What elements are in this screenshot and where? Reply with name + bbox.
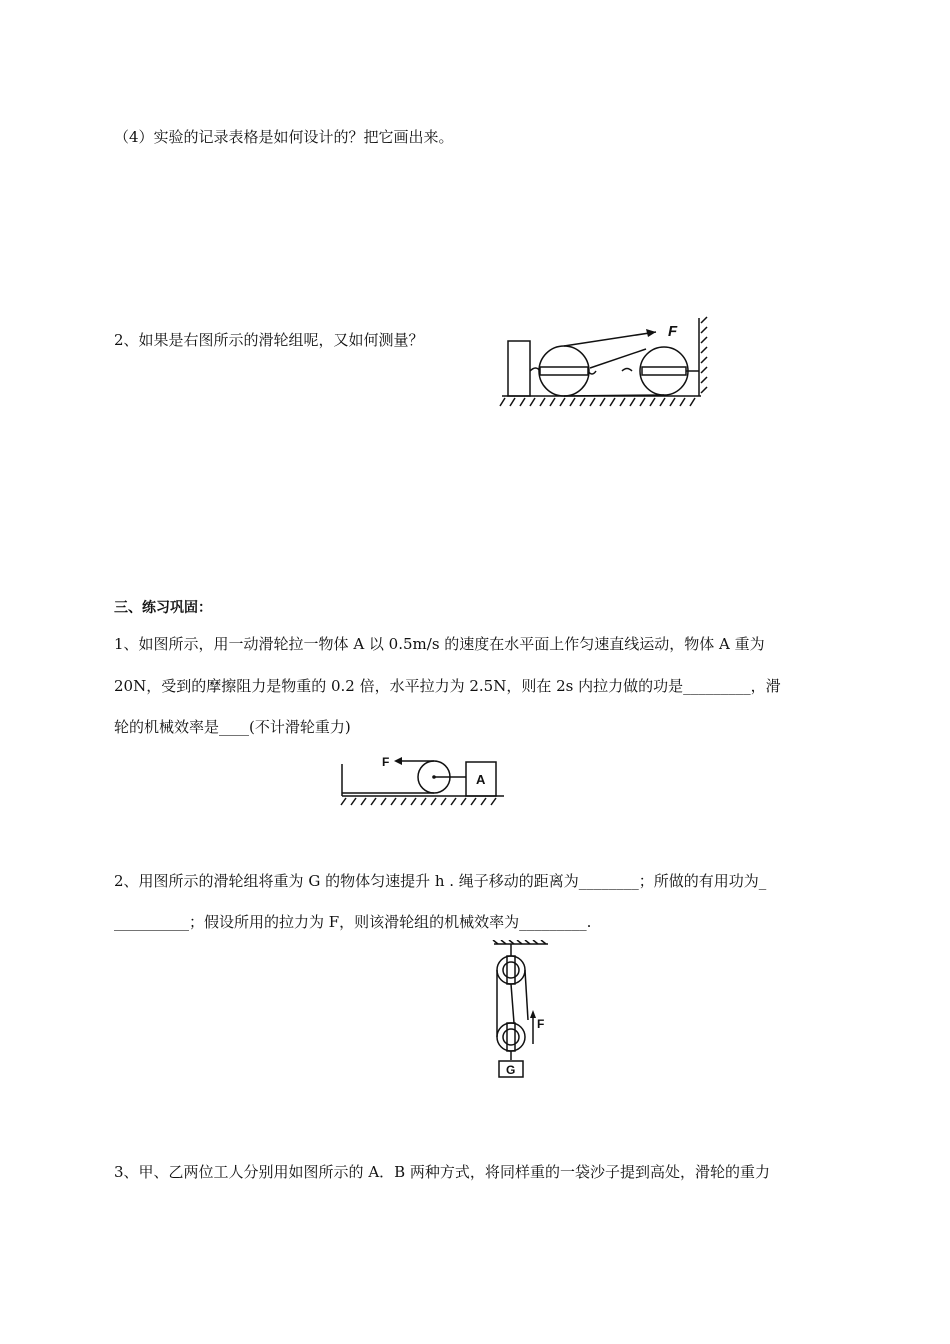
horizontal-pulley-figure [496,313,716,413]
block-a-label: A [476,772,486,787]
vertical-pulley-figure [490,940,552,1100]
vertical-figure-force-label: F [537,1017,545,1031]
movable-pulley-figure [338,750,510,810]
question-4-text: （4）实验的记录表格是如何设计的？把它画出来。 [114,128,454,146]
horizontal-figure-force-label: F [668,323,678,340]
weight-g-label: G [506,1063,516,1077]
problem-1-line-1: 1、如图所示，用一动滑轮拉一物体 A 以 0.5m/s 的速度在水平面上作匀速直线运动，物体 A 重为 [114,635,765,653]
section-title: 三、练习巩固： [114,600,212,616]
problem-2-line-1: 2、用图所示的滑轮组将重为 G 的物体匀速提升 h . 绳子移动的距离为________；所做的有用功为_ [114,872,767,890]
problem-2-line-2: __________；假设所用的拉力为 F，则该滑轮组的机械效率为_________. [114,913,592,931]
problem-1-line-2: 20N，受到的摩擦阻力是物重的 0.2 倍，水平拉力为 2.5N，则在 2s 内拉力做的功是_________，滑 [114,677,781,695]
problem-1-line-3: 轮的机械效率是____(不计滑轮重力) [114,718,351,736]
question-2-measure-text: 2、如果是右图所示的滑轮组呢，又如何测量？ [114,331,424,349]
problem-3-line-1: 3、甲、乙两位工人分别用如图所示的 A．B 两种方式，将同样重的一袋沙子提到高处，滑轮的重力 [114,1163,770,1181]
pulley-a-force-label: F [382,755,390,769]
